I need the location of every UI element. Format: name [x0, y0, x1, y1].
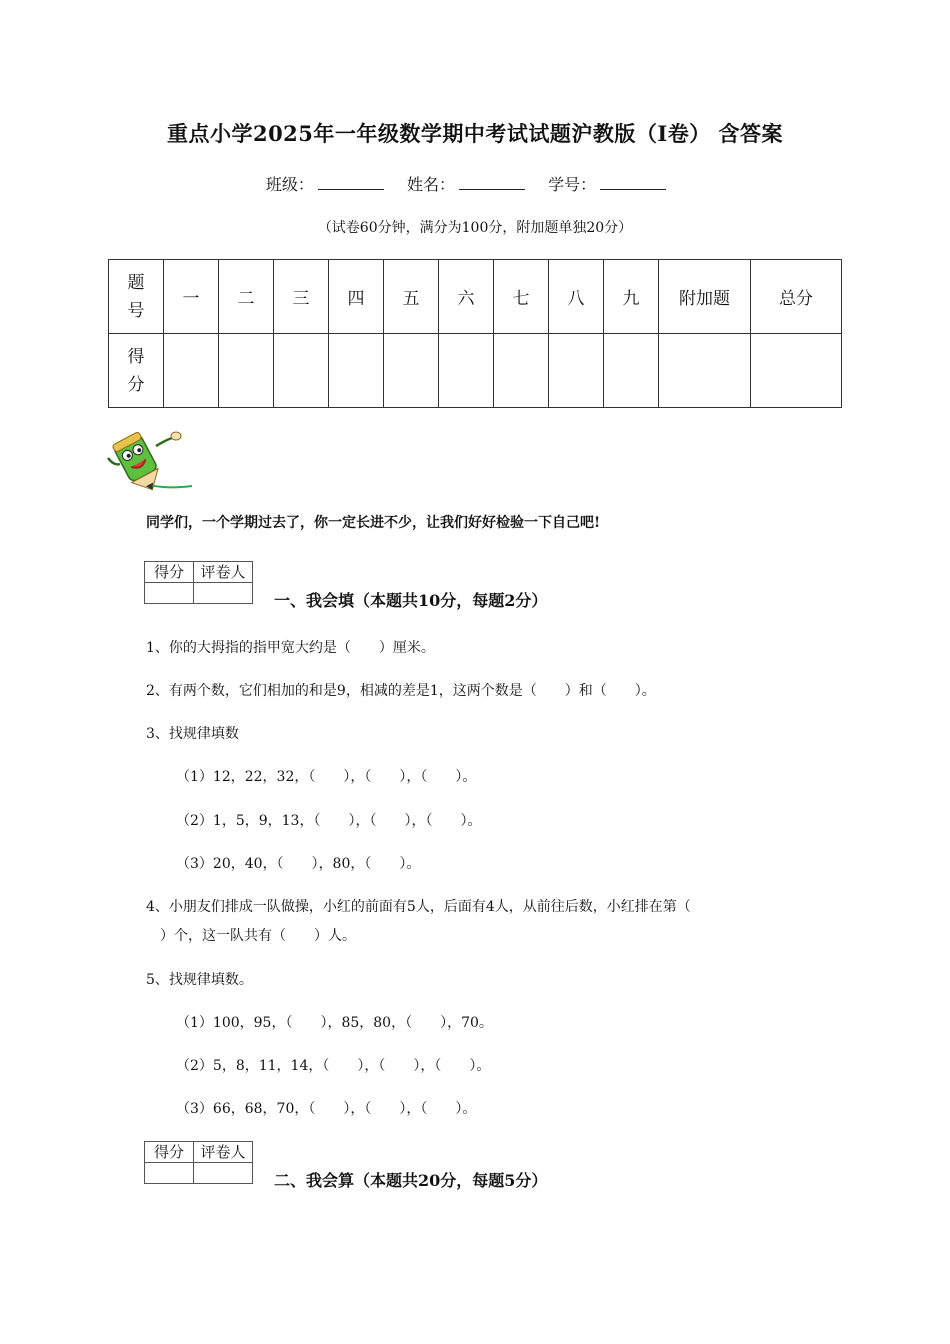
header-cell: 三: [274, 260, 329, 334]
header-cell: 附加题: [659, 260, 751, 334]
header-cell: 总分: [751, 260, 842, 334]
pencil-mascot-image: [100, 420, 195, 495]
header-cell: 八: [549, 260, 604, 334]
grader-label: 评卷人: [194, 1142, 253, 1163]
grader-name-cell[interactable]: [194, 1163, 253, 1184]
header-cell: 九: [604, 260, 659, 334]
question-5-3: （3）66，68，70，（ ），（ ），（ ）。: [176, 1101, 477, 1117]
intro-text: 同学们，一个学期过去了，你一定长进不少，让我们好好检验一下自己吧!: [146, 515, 601, 531]
section-2-title: 二、我会算（本题共20分，每题5分）: [274, 1171, 548, 1190]
class-blank[interactable]: [318, 175, 384, 190]
question-1: 1、你的大拇指的指甲宽大约是（ ）厘米。: [146, 640, 435, 656]
score-table-header-row: [109, 260, 842, 334]
score-table: [108, 259, 842, 408]
grader-score-label: 得分: [145, 1142, 194, 1163]
class-label: 班级：: [265, 175, 314, 194]
id-blank[interactable]: [600, 175, 666, 190]
grader-name-cell[interactable]: [194, 583, 253, 604]
section-1-title: 一、我会填（本题共10分，每题2分）: [274, 591, 548, 610]
question-5-1: （1）100，95，（ ），85，80，（ ），70。: [176, 1015, 493, 1031]
score-cell[interactable]: [549, 334, 604, 408]
question-4-line-1: 4、小朋友们排成一队做操，小红的前面有5人，后面有4人，从前往后数，小红排在第（: [146, 899, 691, 915]
question-4-line-2: ）个，这一队共有（ ）人。: [146, 928, 356, 944]
question-3-2: （2）1，5，9，13，（ ），（ ），（ ）。: [176, 813, 482, 829]
name-label: 姓名：: [406, 175, 455, 194]
score-cell-label: 得分: [109, 334, 164, 408]
header-cell: 五: [384, 260, 439, 334]
score-cell[interactable]: [164, 334, 219, 408]
grader-score-cell[interactable]: [145, 583, 194, 604]
grader-table-1: [144, 561, 253, 604]
score-cell[interactable]: [604, 334, 659, 408]
header-cell: 二: [219, 260, 274, 334]
id-label: 学号：: [548, 175, 597, 194]
question-3-3: （3）20，40，（ ），80，（ ）。: [176, 856, 421, 872]
question-3: 3、找规律填数: [146, 726, 239, 742]
name-blank[interactable]: [459, 175, 525, 190]
score-cell[interactable]: [219, 334, 274, 408]
question-3-1: （1）12，22，32，（ ），（ ），（ ）。: [176, 769, 477, 785]
score-cell[interactable]: [494, 334, 549, 408]
grader-label: 评卷人: [194, 562, 253, 583]
score-cell[interactable]: [751, 334, 842, 408]
student-info-line: [0, 172, 950, 195]
score-cell[interactable]: [384, 334, 439, 408]
question-5-2: （2）5，8，11，14，（ ），（ ），（ ）。: [176, 1058, 491, 1074]
exam-note: （试卷60分钟，满分为100分，附加题单独20分）: [317, 220, 633, 236]
header-cell-label: 题号: [109, 260, 164, 334]
score-cell[interactable]: [659, 334, 751, 408]
header-cell: 七: [494, 260, 549, 334]
score-cell[interactable]: [329, 334, 384, 408]
page-title: 重点小学2025年一年级数学期中考试试题沪教版（I卷） 含答案: [166, 121, 784, 146]
score-cell[interactable]: [439, 334, 494, 408]
grader-score-label: 得分: [145, 562, 194, 583]
question-5: 5、找规律填数。: [146, 972, 253, 988]
header-cell: 六: [439, 260, 494, 334]
grader-score-cell[interactable]: [145, 1163, 194, 1184]
score-cell[interactable]: [274, 334, 329, 408]
header-cell: 一: [164, 260, 219, 334]
score-table-score-row: [109, 334, 842, 408]
header-cell: 四: [329, 260, 384, 334]
question-2: 2、有两个数，它们相加的和是9，相减的差是1，这两个数是（ ）和（ ）。: [146, 683, 656, 699]
grader-table-2: [144, 1141, 253, 1184]
